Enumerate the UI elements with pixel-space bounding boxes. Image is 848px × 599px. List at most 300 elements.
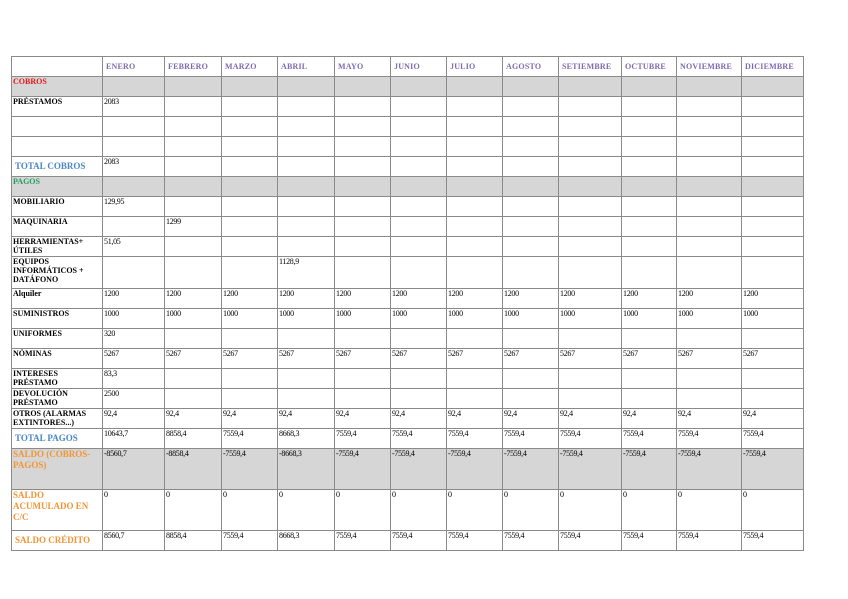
cell-value: 1299 [165,217,222,237]
cell-value: 5267 [103,349,165,369]
row-label: PAGOS [12,177,103,197]
row-saldo-acumulado [12,490,804,531]
row-label: TOTAL COBROS [12,157,103,177]
cell-value [559,97,622,117]
cell-value: 1000 [559,309,622,329]
cell-value [559,197,622,217]
cell-value [222,389,278,409]
cash-flow-table [11,56,804,551]
cell-value [447,369,503,389]
cell-value [222,177,278,197]
cell-value [335,137,391,157]
cell-value [165,237,222,257]
cell-value: 92,4 [165,409,222,429]
month-header: OCTUBRE [622,57,677,77]
cell-value [278,117,335,137]
cell-value [559,257,622,289]
cell-value [278,369,335,389]
month-header: AGOSTO [503,57,559,77]
cell-value: 0 [335,490,391,531]
cell-value [165,197,222,217]
cell-value: 7559,4 [335,531,391,551]
cell-value [391,237,447,257]
cell-value [622,77,677,97]
row-label: OTROS (ALARMAS EXTINTORES...) [12,409,103,429]
cell-value [447,117,503,137]
cell-value: 7559,4 [222,531,278,551]
section-cobros [12,77,804,97]
cell-value [278,77,335,97]
cell-value [447,177,503,197]
cell-value: 0 [447,490,503,531]
cell-value: 0 [503,490,559,531]
cell-value [503,77,559,97]
month-header: JULIO [447,57,503,77]
cell-value [278,177,335,197]
cell-value: 7559,4 [222,429,278,449]
cell-value [447,257,503,289]
cell-value [278,389,335,409]
cell-value [503,237,559,257]
cell-value: 92,4 [742,409,804,429]
row-saldo-credito [12,531,804,551]
cell-value: 7559,4 [503,429,559,449]
cell-value: 1200 [503,289,559,309]
cell-value [103,77,165,97]
row-label: PRÉSTAMOS [12,97,103,117]
cell-value: 92,4 [103,409,165,429]
cell-value [622,137,677,157]
cell-value: 0 [559,490,622,531]
cell-value [335,97,391,117]
row-saldo [12,449,804,490]
cell-value: 2083 [103,97,165,117]
cell-value: 0 [622,490,677,531]
cell-value [742,77,804,97]
cell-value: -7559,4 [742,449,804,490]
cell-value: 1000 [278,309,335,329]
row-maquinaria [12,217,804,237]
cell-value: 92,4 [677,409,742,429]
cell-value: 8858,4 [165,429,222,449]
cell-value [103,217,165,237]
cell-value: -7559,4 [222,449,278,490]
cell-value: 0 [103,490,165,531]
month-header: NOVIEMBRE [677,57,742,77]
cell-value: 5267 [742,349,804,369]
cell-value [222,117,278,137]
cell-value: 2083 [103,157,165,177]
cell-value [622,329,677,349]
cell-value [742,97,804,117]
row-label: SALDO (COBROS-PAGOS) [12,449,103,490]
cell-value [278,197,335,217]
month-header: ENERO [103,57,165,77]
cell-value [335,197,391,217]
cell-value: -8858,4 [165,449,222,490]
cell-value [335,117,391,137]
cell-value: 1000 [677,309,742,329]
cell-value [677,217,742,237]
cell-value [278,217,335,237]
cell-value [391,117,447,137]
cell-value [391,389,447,409]
row-label: EQUIPOS INFORMÁTICOS + DATÁFONO [12,257,103,289]
cell-value [622,257,677,289]
cell-value: 0 [677,490,742,531]
cell-value [165,117,222,137]
cell-value: -8668,3 [278,449,335,490]
cell-value [165,97,222,117]
cell-value [742,217,804,237]
cell-value: 1000 [391,309,447,329]
row-label: MAQUINARIA [12,217,103,237]
cell-value [335,77,391,97]
row-label: INTERESES PRÉSTAMO [12,369,103,389]
cell-value [278,329,335,349]
cell-value [222,137,278,157]
cell-value [103,137,165,157]
cell-value [447,329,503,349]
cell-value [503,197,559,217]
row-label: NÓMINAS [12,349,103,369]
cell-value: 0 [742,490,804,531]
cell-value [622,217,677,237]
cell-value: 7559,4 [677,429,742,449]
cell-value: 1200 [742,289,804,309]
cell-value: 92,4 [391,409,447,429]
cell-value: 10643,7 [103,429,165,449]
cell-value: 320 [103,329,165,349]
cell-value [222,369,278,389]
cell-value: 92,4 [278,409,335,429]
cell-value: -7559,4 [677,449,742,490]
cell-value [447,389,503,409]
cell-value: 7559,4 [622,429,677,449]
row-label: SALDO ACUMULADO EN C/C [12,490,103,531]
cell-value: 1000 [742,309,804,329]
cell-value: 8560,7 [103,531,165,551]
cell-value: 92,4 [222,409,278,429]
cell-value [222,237,278,257]
cell-value: 0 [165,490,222,531]
cell-value [677,369,742,389]
cell-value: 5267 [503,349,559,369]
month-header: MAYO [335,57,391,77]
cell-value [447,237,503,257]
cell-value [622,117,677,137]
cell-value [165,137,222,157]
cell-value: -7559,4 [622,449,677,490]
cell-value [503,329,559,349]
cell-value: 7559,4 [391,531,447,551]
cell-value [103,177,165,197]
cell-value [559,117,622,137]
cell-value: 0 [222,490,278,531]
row-label: HERRAMIENTAS+ ÚTILES [12,237,103,257]
row-nominas [12,349,804,369]
row-label: Alquiler [12,289,103,309]
cell-value: 1000 [503,309,559,329]
cell-value [503,257,559,289]
cell-value [447,197,503,217]
cell-value [165,177,222,197]
cell-value [503,217,559,237]
cell-value [677,237,742,257]
cell-value [742,329,804,349]
cell-value: 1000 [335,309,391,329]
cell-value [503,117,559,137]
cell-value: 1000 [165,309,222,329]
cell-value: 92,4 [503,409,559,429]
cell-value: 5267 [335,349,391,369]
cell-value: 5267 [677,349,742,369]
cell-value [559,237,622,257]
cell-value: 7559,4 [447,429,503,449]
cell-value: 2500 [103,389,165,409]
cell-value [677,137,742,157]
cell-value [165,369,222,389]
cell-value: 0 [278,490,335,531]
cell-value [278,97,335,117]
month-header: JUNIO [391,57,447,77]
cell-value [335,389,391,409]
cell-value [447,217,503,237]
cell-value [559,177,622,197]
cell-value [559,369,622,389]
cell-value [622,177,677,197]
cell-value [391,177,447,197]
cell-value [335,217,391,237]
cell-value [622,389,677,409]
cell-value: 5267 [447,349,503,369]
cell-value [742,157,804,177]
cell-value [742,137,804,157]
cell-value: 92,4 [447,409,503,429]
cell-value: 1200 [622,289,677,309]
row-label: COBROS [12,77,103,97]
cell-value [103,257,165,289]
cell-value [559,157,622,177]
cell-value [742,257,804,289]
cell-value [335,237,391,257]
cell-value [677,157,742,177]
cell-value [503,177,559,197]
cell-value [677,257,742,289]
cell-value [222,197,278,217]
cell-value [335,329,391,349]
cell-value: 8668,3 [278,531,335,551]
cell-value: 1200 [222,289,278,309]
month-header: MARZO [222,57,278,77]
row-label [12,117,103,137]
cell-value [622,97,677,117]
cell-value: 1128,9 [278,257,335,289]
row-total-pagos [12,429,804,449]
cell-value: 1000 [103,309,165,329]
cell-value [391,369,447,389]
cell-value: 92,4 [559,409,622,429]
row-alquiler [12,289,804,309]
cell-value: 7559,4 [677,531,742,551]
cell-value: 1200 [677,289,742,309]
cell-value: 8668,3 [278,429,335,449]
cell-value [742,177,804,197]
row-suministros [12,309,804,329]
cell-value [677,117,742,137]
cell-value: 83,3 [103,369,165,389]
cell-value [103,117,165,137]
cell-value [559,77,622,97]
cell-value: 7559,4 [559,531,622,551]
cell-value [222,257,278,289]
cell-value [677,97,742,117]
cell-value: 7559,4 [503,531,559,551]
cell-value [677,177,742,197]
cell-value [447,157,503,177]
cell-value: -7559,4 [559,449,622,490]
row-devolucion [12,389,804,409]
cell-value [742,389,804,409]
cell-value [503,97,559,117]
cell-value [503,157,559,177]
cell-value: 7559,4 [742,531,804,551]
cell-value [165,389,222,409]
cell-value [559,329,622,349]
cell-value [742,197,804,217]
cell-value: 5267 [222,349,278,369]
cell-value [622,369,677,389]
cell-value [559,389,622,409]
cell-value: 1200 [165,289,222,309]
row-otros [12,409,804,429]
row-label: SUMINISTROS [12,309,103,329]
cell-value [222,77,278,97]
cell-value: 7559,4 [559,429,622,449]
row-prestamos [12,97,804,117]
cell-value [559,217,622,237]
month-header: ABRIL [278,57,335,77]
cell-value [559,137,622,157]
cell-value [503,369,559,389]
cell-value [742,369,804,389]
table-body [12,77,804,551]
cell-value: 5267 [165,349,222,369]
cell-value [742,237,804,257]
row-blank-2 [12,137,804,157]
cell-value [391,137,447,157]
cell-value: 7559,4 [622,531,677,551]
cell-value: -7559,4 [503,449,559,490]
cell-value: 1200 [391,289,447,309]
cell-value: -7559,4 [391,449,447,490]
cell-value: 5267 [559,349,622,369]
cell-value [503,137,559,157]
cell-value: 1200 [103,289,165,309]
row-label: UNIFORMES [12,329,103,349]
row-intereses [12,369,804,389]
row-blank-1 [12,117,804,137]
cell-value [335,177,391,197]
cell-value: 92,4 [335,409,391,429]
cell-value: 1000 [447,309,503,329]
cell-value [447,97,503,117]
row-label: SALDO CRÉDITO [12,531,103,551]
cell-value [165,329,222,349]
cell-value: 1200 [278,289,335,309]
row-label: DEVOLUCIÓN PRÉSTAMO [12,389,103,409]
cell-value: 7559,4 [742,429,804,449]
month-header: DICIEMBRE [742,57,804,77]
cell-value [391,217,447,237]
month-header: SETIEMBRE [559,57,622,77]
row-equipos [12,257,804,289]
cell-value [165,157,222,177]
cell-value [278,137,335,157]
cell-value [335,369,391,389]
row-label [12,137,103,157]
row-herramientas [12,237,804,257]
cell-value [391,329,447,349]
cell-value [622,197,677,217]
cell-value: 129,95 [103,197,165,217]
cell-value: 5267 [278,349,335,369]
cell-value [447,137,503,157]
cell-value: 1200 [559,289,622,309]
cell-value [391,257,447,289]
cell-value: -7559,4 [335,449,391,490]
cell-value: 1200 [447,289,503,309]
cell-value [335,257,391,289]
row-label: TOTAL PAGOS [12,429,103,449]
cell-value [677,329,742,349]
cell-value [622,157,677,177]
cell-value: -8560,7 [103,449,165,490]
cell-value: 7559,4 [391,429,447,449]
cell-value: 7559,4 [335,429,391,449]
cell-value [222,97,278,117]
cell-value [447,77,503,97]
row-uniformes [12,329,804,349]
cell-value [335,157,391,177]
cell-value: 7559,4 [447,531,503,551]
cell-value [391,157,447,177]
cell-value [165,257,222,289]
cell-value [503,389,559,409]
cell-value [742,117,804,137]
cell-value [222,329,278,349]
cell-value: 51,05 [103,237,165,257]
cell-value: 1000 [222,309,278,329]
cell-value [278,237,335,257]
cell-value [222,217,278,237]
cell-value [391,197,447,217]
header-row [12,57,804,77]
cell-value [165,77,222,97]
cell-value [622,237,677,257]
cell-value: 1000 [622,309,677,329]
cell-value [391,77,447,97]
cell-value: 0 [391,490,447,531]
cell-value [677,389,742,409]
cell-value [677,197,742,217]
cell-value: 5267 [391,349,447,369]
row-total-cobros [12,157,804,177]
cell-value: 5267 [622,349,677,369]
cell-value [391,97,447,117]
month-header: FEBRERO [165,57,222,77]
section-pagos [12,177,804,197]
